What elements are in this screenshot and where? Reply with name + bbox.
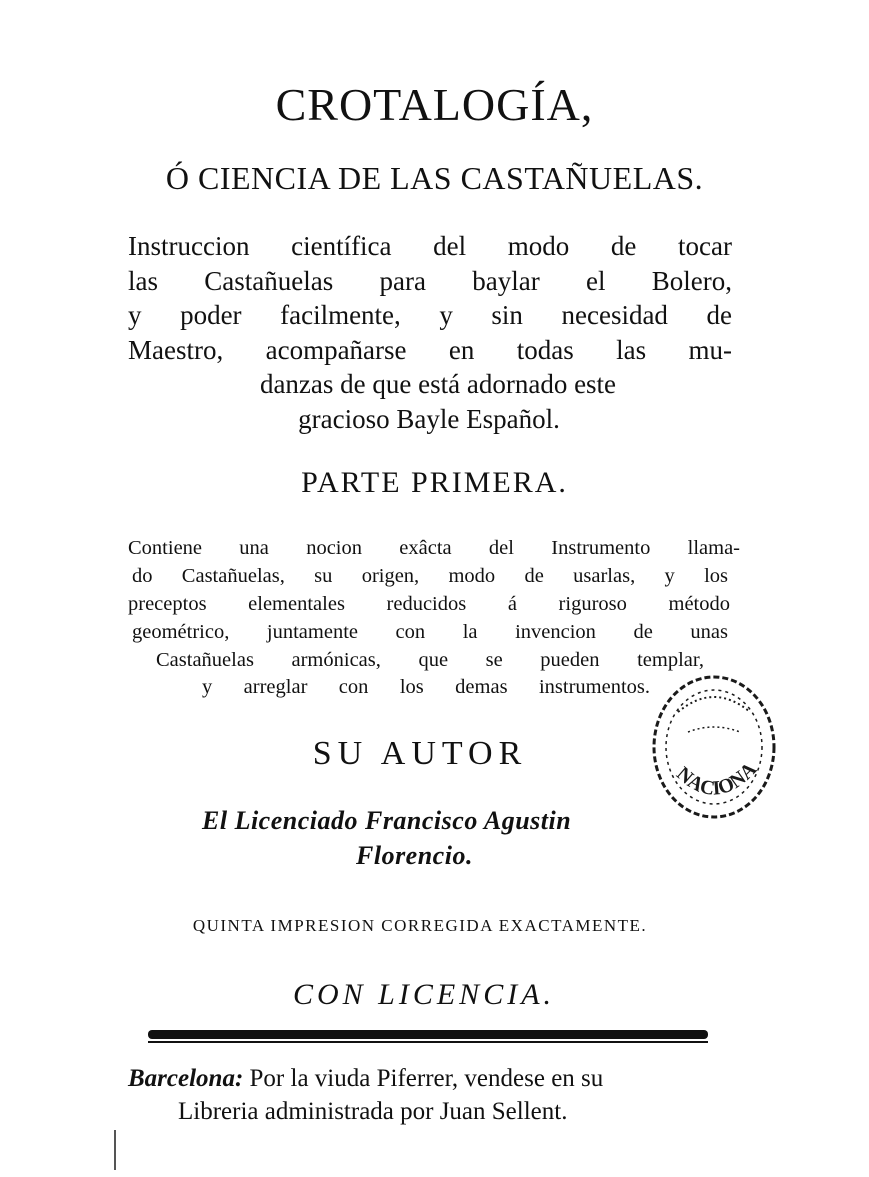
book-title: CROTALOGÍA, (275, 79, 594, 130)
contents-line-3: preceptos elementales reducidos á riguroso método (128, 593, 730, 615)
author-name-line-2: Florencio. (356, 841, 473, 870)
imprint-publisher: Por la viuda Piferrer, vendese en su (243, 1065, 604, 1092)
instruction-line-3: y poder facilmente, y sin necesidad de (128, 300, 732, 330)
imprint-rule (148, 1030, 708, 1039)
instruction-line-4: Maestro, acompañarse en todas las mu- (128, 335, 732, 365)
author-name-line-1: El Licenciado Francisco Agustin (202, 806, 572, 835)
contents-line-4: geométrico, juntamente con la invencion de unas (132, 621, 728, 643)
instruction-line-1: Instruccion científica del modo de tocar (128, 231, 732, 261)
stamp-text: NACIONA (672, 758, 762, 801)
part-heading: PARTE PRIMERA. (301, 466, 568, 499)
contents-line-6: y arreglar con los demas instrumentos. (202, 676, 650, 698)
instruction-line-6: gracioso Bayle Español. (298, 404, 560, 434)
contents-line-2: do Castañuelas, su origen, modo de usarlas, y los (132, 565, 728, 587)
imprint-line-1 (128, 1066, 603, 1091)
instruction-line-5: danzas de que está adornado este (259, 369, 617, 399)
margin-mark (114, 1130, 116, 1170)
contents-line-5: Castañuelas armónicas, que se pueden templar, (156, 649, 704, 671)
imprint-city: Barcelona: (128, 1065, 244, 1092)
author-heading: SU AUTOR (312, 735, 528, 772)
book-subtitle: Ó CIENCIA DE LAS CASTAÑUELAS. (165, 160, 704, 196)
licence-line: CON LICENCIA. (292, 978, 556, 1011)
instruction-line-2: las Castañuelas para baylar el Bolero, (128, 266, 732, 296)
edition-note: QUINTA IMPRESION CORREGIDA EXACTAMENTE. (192, 916, 648, 935)
contents-line-1: Contiene una nocion exâcta del Instrumento llama- (128, 537, 740, 559)
imprint-line-2: Libreria administrada por Juan Sellent. (178, 1098, 568, 1125)
